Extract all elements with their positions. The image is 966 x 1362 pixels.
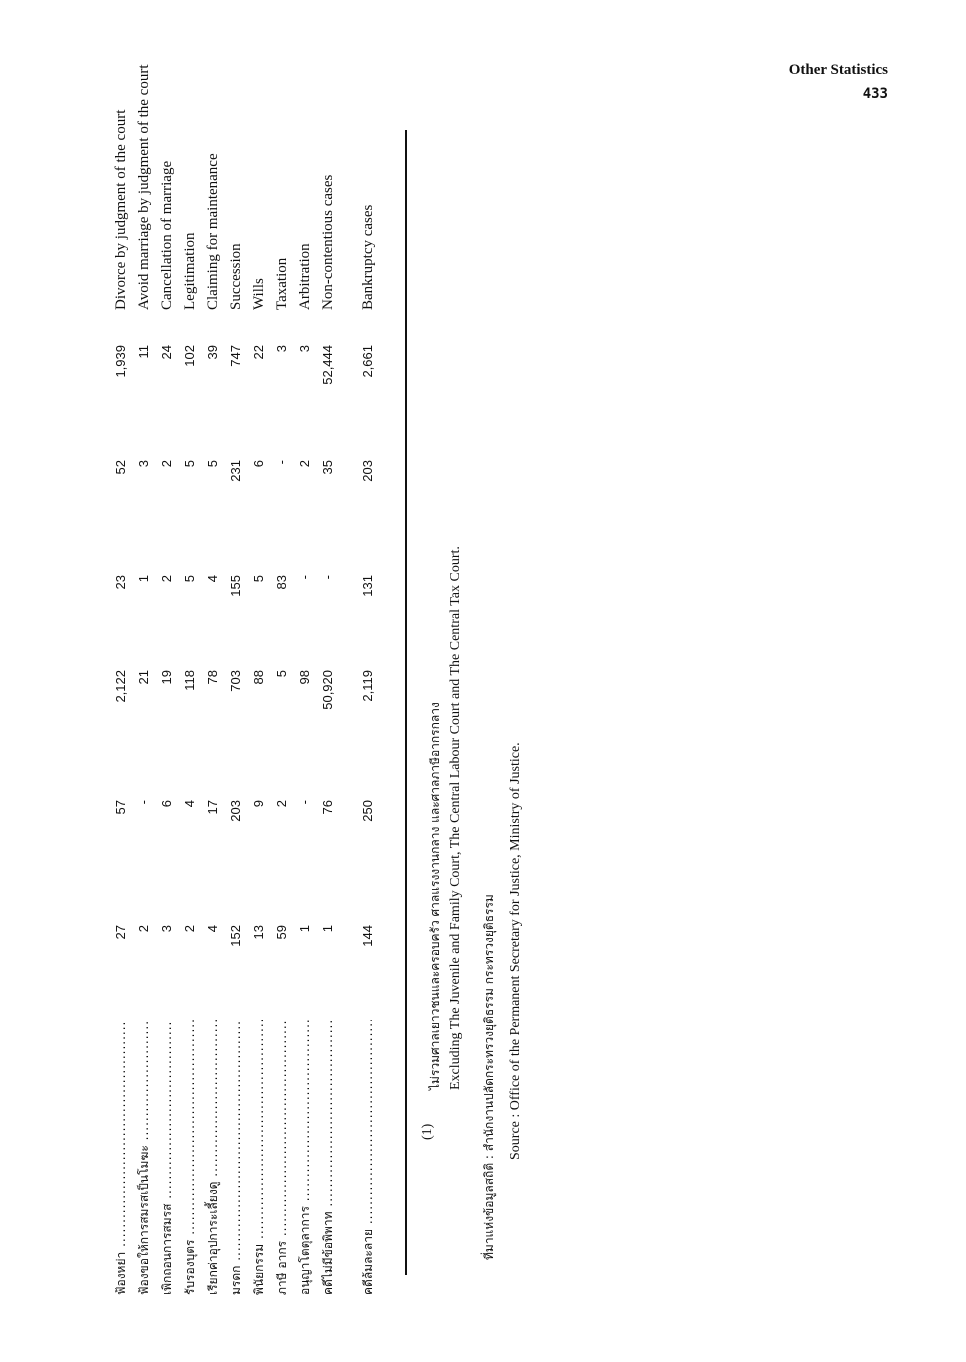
rotated-table	[100, 64, 430, 1295]
cell: 102	[182, 345, 197, 367]
table-bottom-rule	[405, 130, 407, 1275]
cell: 11	[136, 345, 151, 359]
cell: 23	[113, 575, 128, 590]
row-label-en: Cancellation of marriage	[159, 160, 175, 310]
row-label-en: Bankruptcy cases	[360, 204, 376, 310]
cell: -	[320, 575, 335, 580]
row-label-th: คดีไม่มีข้อพิพาท .....	[317, 1020, 339, 1295]
cell: 35	[320, 460, 335, 475]
row-label-th: อนุญาโตตุลาการ .....	[294, 1020, 316, 1295]
cell: 52,444	[320, 345, 335, 385]
cell: 747	[228, 345, 243, 367]
cell: 27	[113, 925, 128, 940]
cell: 155	[228, 575, 243, 597]
cell: 1	[297, 925, 312, 933]
cell: 2,661	[360, 345, 375, 378]
cell: 231	[228, 460, 243, 482]
cell: 2	[297, 460, 312, 468]
row-label-th: คดีล้มละลาย .....	[357, 1020, 379, 1295]
cell: 59	[274, 925, 289, 940]
cell: 152	[228, 925, 243, 947]
cell: 22	[251, 345, 266, 360]
cell: 19	[159, 670, 174, 685]
cell: -	[297, 575, 312, 580]
cell: -	[297, 800, 312, 805]
cell: 2,119	[360, 670, 375, 702]
cell: 1	[136, 575, 151, 583]
cell: 5	[205, 460, 220, 468]
cell: 5	[251, 575, 266, 583]
cell: 2	[159, 460, 174, 468]
row-label-en: Claiming for maintenance	[205, 153, 221, 310]
cell: 83	[274, 575, 289, 590]
footnote-th: ไม่รวมศาลเยาวชนและครอบครัว ศาลแรงงานกลาง และศาลภาษีอากรกลาง	[428, 702, 442, 1090]
cell: 76	[320, 800, 335, 815]
table-row	[317, 125, 339, 1295]
footnote-marker: (1)	[420, 1123, 435, 1140]
cell: -	[136, 800, 151, 805]
section-title: Other Statistics	[788, 62, 888, 78]
cell: 39	[205, 345, 220, 360]
cell: 118	[182, 670, 197, 691]
row-label-en: Succession	[228, 243, 244, 310]
row-label-th: เพิกถอนการสมรส .....	[156, 1020, 178, 1295]
footnote-en: Excluding The Juvenile and Family Court, The Central Labour Court and The Central Tax Court.	[448, 546, 463, 1090]
cell: -	[274, 460, 289, 465]
cell: 5	[182, 575, 197, 583]
table-row	[294, 125, 316, 1295]
cell: 50,920	[320, 670, 335, 710]
cell: 2	[274, 800, 289, 808]
cell: 203	[360, 460, 375, 482]
cell: 6	[159, 800, 174, 808]
cell: 88	[251, 670, 266, 685]
cell: 2	[182, 925, 197, 933]
cell: 6	[251, 460, 266, 468]
source-en: Source : Office of the Permanent Secretary for Justice, Ministry of Justice.	[508, 742, 523, 1160]
cell: 2	[136, 925, 151, 933]
cell: 2,122	[113, 670, 128, 703]
row-label-th: มรดก .....	[225, 1020, 247, 1295]
cell: 203	[228, 800, 243, 822]
row-label-th: พินัยกรรม .....	[248, 1020, 270, 1295]
cell: 4	[182, 800, 197, 808]
cell: 4	[205, 925, 220, 933]
row-label-en: Avoid marriage by judgment of the court	[136, 64, 152, 310]
cell: 2	[159, 575, 174, 583]
table-row	[110, 109, 132, 1295]
cell: 4	[205, 575, 220, 583]
table-row	[357, 125, 379, 1295]
cell: 703	[228, 670, 243, 692]
row-label-th: รับรองบุตร .....	[179, 1020, 201, 1295]
cell: 3	[136, 460, 151, 468]
cell: 3	[159, 925, 174, 933]
table-row	[271, 125, 293, 1295]
cell: 21	[136, 670, 151, 685]
cell: 1,939	[113, 345, 128, 378]
row-label-en: Legitimation	[182, 232, 198, 310]
cell: 5	[182, 460, 197, 468]
cell: 144	[360, 925, 375, 947]
cell: 52	[113, 460, 128, 475]
table-row	[202, 125, 224, 1295]
row-label-th: ฟ้องหย่า .....	[110, 1020, 132, 1295]
page-number: 433	[862, 86, 888, 102]
row-label-en: Non-contentious cases	[320, 174, 336, 310]
cell: 24	[159, 345, 174, 360]
row-label-th: ฟ้องขอให้การสมรสเป็นโมฆะ .....	[133, 1020, 155, 1295]
row-label-th: ภาษี อากร .....	[271, 1020, 293, 1295]
row-label-th: เรียกค่าอุปการะเลี้ยงดู .....	[202, 1020, 224, 1295]
row-label-en: Arbitration	[297, 243, 313, 310]
cell: 1	[320, 925, 335, 933]
cell: 250	[360, 800, 375, 822]
cell: 78	[205, 670, 220, 685]
table-row	[225, 125, 247, 1295]
cell: 3	[274, 345, 289, 353]
cell: 5	[274, 670, 289, 678]
row-label-en: Taxation	[274, 257, 290, 310]
cell: 3	[297, 345, 312, 353]
row-label-en: Divorce by judgment of the court	[113, 109, 129, 310]
row-label-en: Wills	[251, 278, 267, 310]
cell: 57	[113, 800, 128, 815]
cell: 98	[297, 670, 312, 685]
table-row	[248, 125, 270, 1295]
table-row	[179, 125, 201, 1295]
cell: 13	[251, 925, 266, 940]
source-th: ที่มาแห่งข้อมูลสถิติ : สำนักงานปลัดกระทรวงยุติธรรม กระทรวงยุติธรรม	[482, 894, 496, 1260]
cell: 131	[360, 575, 375, 597]
table-row	[156, 125, 178, 1295]
cell: 9	[251, 800, 266, 808]
table-row	[133, 64, 155, 1295]
cell: 17	[205, 800, 220, 815]
